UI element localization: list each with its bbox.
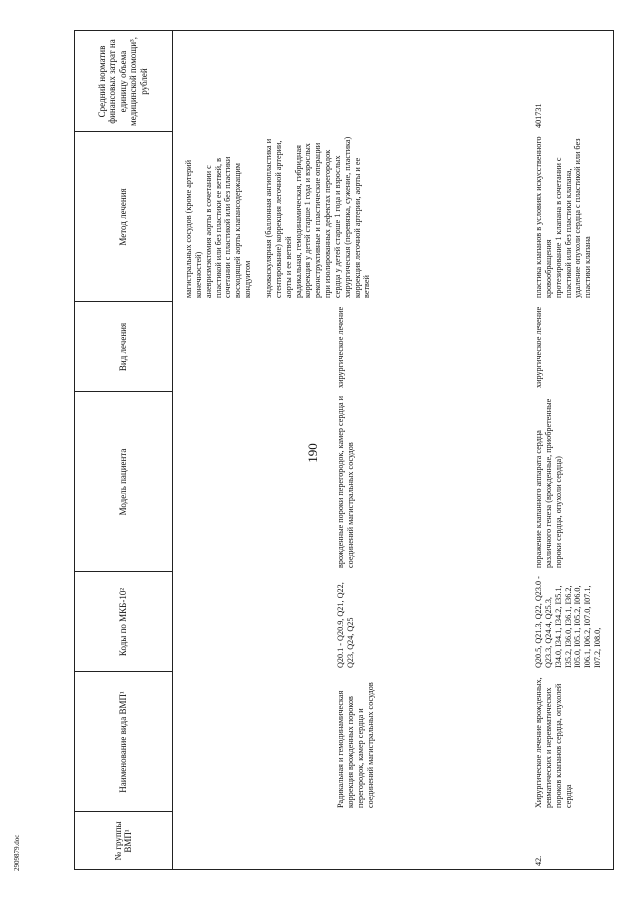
document-reference: 2909879.doc bbox=[13, 834, 21, 871]
row3-vmp-name: Хирургическое лечение врожденных, ревматических и неревматических пороков клапанов сердца, опухолей сердца bbox=[534, 677, 573, 808]
row3-patient-model: поражение клапанного аппарата сердца различного генеза (врожденные, приобретенные пороки сердца, опухоли сердца) bbox=[534, 398, 563, 568]
method-item: протезирование 1 клапана в сочетании с пластикой или без пластики клапана, удаление опухоли сердца с пластикой или без пластики клапана bbox=[553, 138, 593, 298]
method-item: радикальная, гемодинамическая, гибридная коррекция у детей старше 1 года и взрослых bbox=[293, 143, 313, 298]
row3-average-cost: 401731 bbox=[534, 103, 543, 128]
row3-method-list bbox=[534, 132, 593, 302]
method-item: аневризмэктомия аорты в сочетании с пластикой или без пластики ее ветвей, в сочетании с пластикой или без пластики восходящей аорты клапансодержащим кондуитом bbox=[203, 156, 253, 298]
row3-treatment-type: хирургическое лечение bbox=[534, 306, 543, 388]
row2-icd-codes: Q20.1 - Q20.9, Q21, Q22, Q23, Q24, Q25 bbox=[336, 582, 355, 668]
row1-method-list bbox=[184, 132, 253, 302]
header-icd-codes: Коды по МКБ-10² bbox=[117, 587, 128, 657]
method-item: пластика клапанов в условиях искусственного кровообращения bbox=[534, 136, 553, 298]
row2-method-list bbox=[264, 132, 372, 302]
header-treatment-type: Вид лечения bbox=[117, 322, 128, 372]
header-vmp-name: Наименование вида ВМП¹ bbox=[117, 691, 128, 793]
method-item: магистральных сосудов (кроме артерий конечностей) bbox=[184, 160, 203, 298]
header-group-number: № группы ВМП¹ bbox=[112, 821, 133, 861]
method-item: хирургическая (перевязка, сужение, пластика) коррекция легочной артерии, аорты и ее ветвей bbox=[342, 136, 372, 298]
header-average-cost: Средний норматив финансовых затрат на единицу объема медицинской помощи³, рублей bbox=[97, 37, 149, 126]
row2-treatment-type: хирургическое лечение bbox=[336, 306, 345, 388]
procedures-table bbox=[74, 30, 614, 870]
header-treatment-method: Метод лечения bbox=[117, 188, 128, 246]
method-item: реконструктивные и пластические операции при изолированных дефектах перегородок сердца у детей старше 1 года и взрослых bbox=[313, 142, 342, 298]
method-item: эндоваскулярная (баллонная ангиопластика и стентирование) коррекция легочной артерии, аорты и ее ветвей bbox=[264, 138, 293, 298]
row2-patient-model: врожденные пороки перегородок, камер сердца и соединений магистральных сосудов bbox=[336, 395, 355, 568]
row3-icd-codes: Q20.5, Q21.3, Q22, Q23.0 - Q23.3, Q24.4, Q25.3, I34.0, I34.1, I34.2, I35.1, I35.2, I36.0, I36.1, I36.2, I05.0, I05.1, I05.2, I06.0, I06.1, I06.2, I07.0, I07.1, I07.2, I08.0, bbox=[534, 576, 603, 668]
header-patient-model: Модель пациента bbox=[117, 448, 128, 516]
row2-vmp-name: Радикальная и гемодинамическая коррекция врожденных пороков перегородок, камер сердца и соединений магистральных сосудов bbox=[336, 682, 375, 808]
page-number: 190 bbox=[305, 443, 320, 463]
row3-group-number: 42. bbox=[534, 855, 543, 866]
